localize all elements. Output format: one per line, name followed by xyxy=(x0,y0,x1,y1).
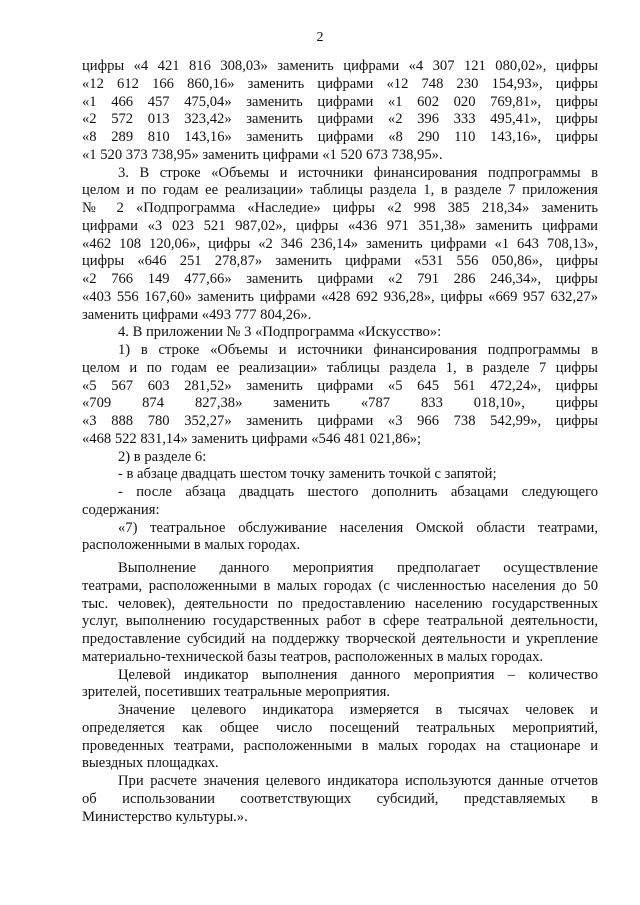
text-line: цифры «646 251 278,87» заменить цифрами «531 556 050,86», цифры xyxy=(82,253,598,270)
text-line: заменить цифрами «493 777 804,26». xyxy=(82,306,312,323)
text-line: 4. В приложении № 3 «Подпрограмма «Искусство»: xyxy=(118,324,442,341)
document-body xyxy=(82,58,598,826)
text-line: выездных площадках. xyxy=(82,755,219,772)
text-line: об использовании соответствующих субсидий, представляемых в xyxy=(82,790,598,807)
text-line: Целевой индикатор выполнения данного мероприятия – количество xyxy=(118,666,598,683)
text-line: «2 766 149 477,66» заменить цифрами «2 791 286 246,34», цифры xyxy=(82,271,598,287)
text-line: зрителей, посетивших театральные мероприятия. xyxy=(82,684,391,701)
text-line: Министерство культуры.». xyxy=(82,808,248,825)
text-line: «468 522 831,14» заменить цифрами «546 481 021,86»; xyxy=(82,430,422,447)
text-line: «1 520 373 738,95» заменить цифрами «1 520 673 738,95». xyxy=(82,146,443,163)
text-line: предоставление субсидий на поддержку творческой деятельности и укрепление xyxy=(82,631,598,647)
text-line: «709 874 827,38» заменить «787 833 018,10», цифры xyxy=(82,395,598,412)
text-line: - после абзаца двадцать шестого дополнить абзацами следующего xyxy=(118,484,598,500)
text-line: При расчете значения целевого индикатора используются данные отчетов xyxy=(118,773,598,789)
text-line: «12 612 166 860,16» заменить цифрами «12 748 230 154,93», цифры xyxy=(82,75,598,92)
text-line: «2 572 013 323,42» заменить цифрами «2 396 333 495,41», цифры xyxy=(82,111,598,128)
text-line: расположенными в малых городах. xyxy=(82,537,301,554)
text-line: тыс. человек), деятельности по предоставлению населению государственных xyxy=(82,595,598,612)
text-line: целом и по годам ее реализации» таблицы раздела 1, в разделе 7 приложения xyxy=(82,182,598,199)
text-line: театрами, расположенными в малых городах (с численностью населения до 50 xyxy=(82,577,598,594)
text-line: Выполнение данного мероприятия предполагает осуществление xyxy=(118,560,598,576)
text-line: 3. В строке «Объемы и источники финансирования подпрограммы в xyxy=(118,164,598,181)
text-line: «1 466 457 475,04» заменить цифрами «1 602 020 769,81», цифры xyxy=(82,93,598,110)
text-line: содержания: xyxy=(82,501,160,518)
text-line: № 2 «Подпрограмма «Наследие» цифры «2 998 385 218,34» заменить xyxy=(82,200,598,216)
text-line: цифрами «3 023 521 987,02», цифры «436 971 351,38» заменить цифрами xyxy=(82,217,598,234)
text-line: услуг, выполнению государственных работ в сфере театральной деятельности, xyxy=(82,613,598,630)
text-line: цифры «4 421 816 308,03» заменить цифрами «4 307 121 080,02», цифры xyxy=(82,58,598,74)
text-line: «403 556 167,60» заменить цифрами «428 692 936,28», цифры «669 957 632,27» xyxy=(82,288,598,305)
page-number: 2 xyxy=(316,30,324,45)
text-line: «7) театральное обслуживание населения Омской области театрами, xyxy=(118,519,598,536)
text-line: «3 888 780 352,27» заменить цифрами «3 966 738 542,99», цифры xyxy=(82,413,598,429)
text-line: 2) в разделе 6: xyxy=(118,448,207,465)
text-line: «8 289 810 143,16» заменить цифрами «8 290 110 143,16», цифры xyxy=(82,129,598,145)
text-line: «5 567 603 281,52» заменить цифрами «5 645 561 472,24», цифры xyxy=(82,377,598,394)
text-line: - в абзаце двадцать шестом точку заменить точкой с запятой; xyxy=(118,466,497,483)
text-line: материально-технической базы театров, расположенных в малых городах. xyxy=(82,648,544,665)
text-line: 1) в строке «Объемы и источники финансирования подпрограммы в xyxy=(118,342,598,358)
text-line: проведенных театрами, расположенными в малых городах на стационаре и xyxy=(82,737,598,754)
text-line: определяется как общее число посещений театральных мероприятий, xyxy=(82,719,598,736)
text-line: Значение целевого индикатора измеряется в тысячах человек и xyxy=(118,702,598,718)
text-line: «462 108 120,06», цифры «2 346 236,14» заменить цифрами «1 643 708,13», xyxy=(82,235,598,252)
text-line: целом и по годам ее реализации» таблицы раздела 1, в разделе 7 цифры xyxy=(82,359,598,376)
